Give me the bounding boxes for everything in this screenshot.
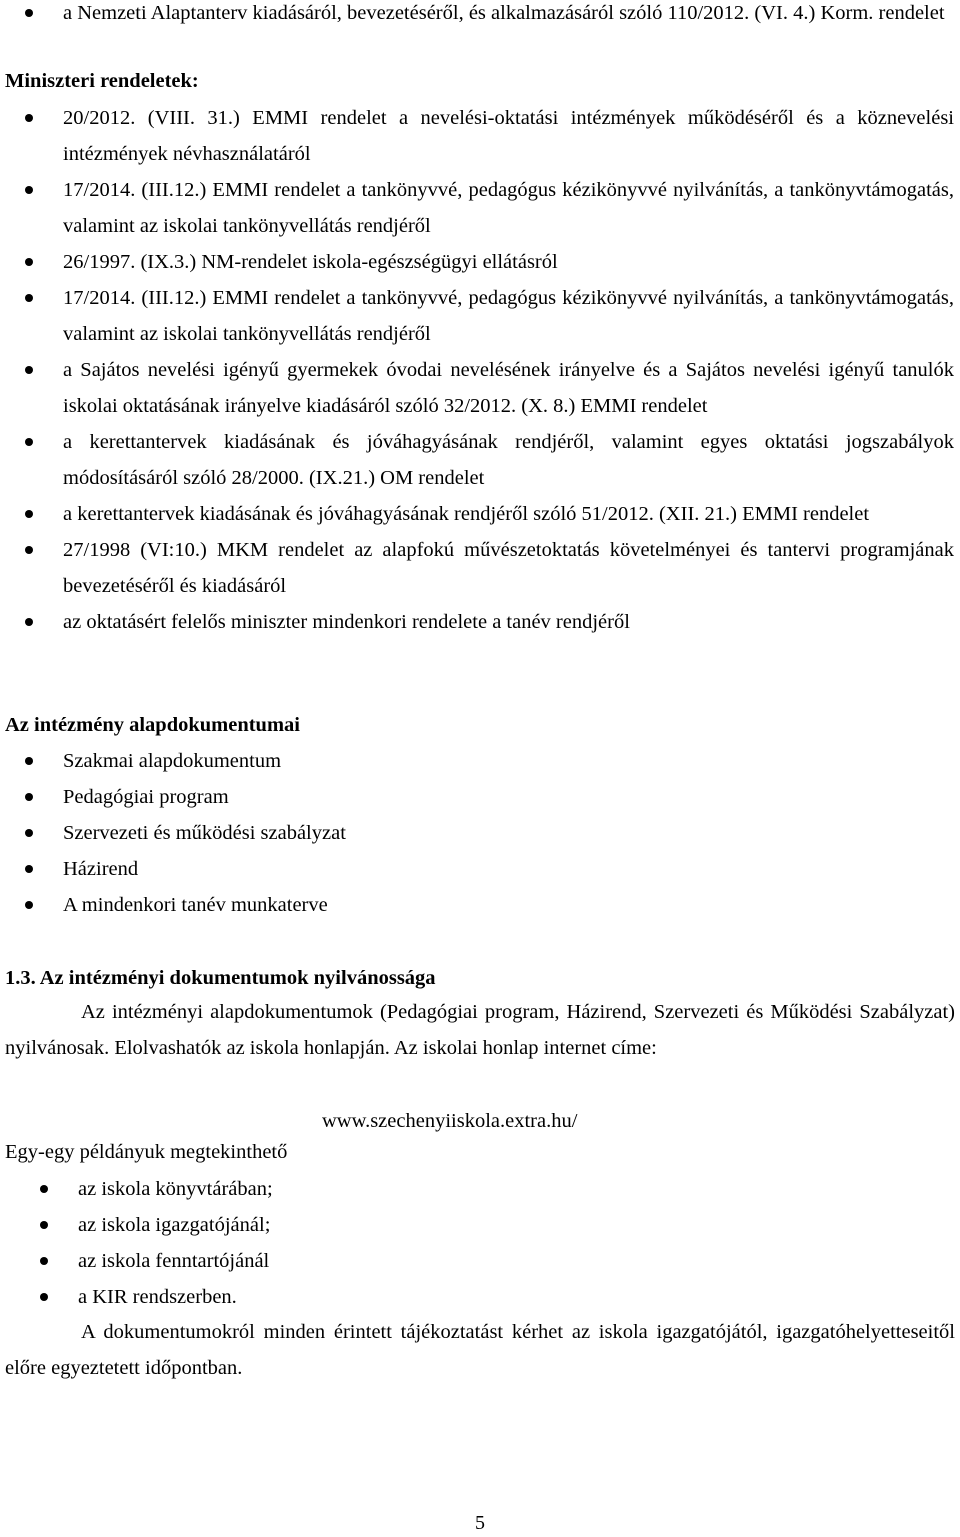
paragraph-information: A dokumentumokról minden érintett tájékoztatást kérhet az iskola igazgatójától, igazgatóhelyetteseitől előre egyeztetett időpontban. [5,1321,955,1379]
list-item: az oktatásért felelős miniszter mindenkori rendelete a tanév rendjéről [0,604,960,640]
paragraph-public-documents: Az intézményi alapdokumentumok (Pedagógiai program, Házirend, Szervezeti és Működési Szabályzat) nyilvánosak. Elolvashatók az iskola honlapján. Az iskolai honlap internet címe: [5,1001,955,1059]
list-item: az iskola könyvtárában; [0,1171,960,1207]
alapdokumentumok-heading: Az intézmény alapdokumentumai [5,714,300,736]
list-item: a Sajátos nevelési igényű gyermekek óvodai nevelésének irányelve és a Sajátos nevelési igényű tanulók iskolai oktatásának irányelve kiadásáról szóló 32/2012. (X. 8.) EMMI rendelet [0,352,960,424]
section-heading: 1.3. Az intézményi dokumentumok nyilvánossága [5,967,436,989]
website-address: www.szechenyiiskola.extra.hu/ [322,1110,578,1132]
list-item: 17/2014. (III.12.) EMMI rendelet a tankönyvvé, pedagógus kézikönyvvé nyilvánítás, a tankönyvtámogatás, valamint az iskolai tankönyvellátás rendjéről [0,280,960,352]
page-number: 5 [475,1512,485,1534]
list-item: Pedagógiai program [0,779,960,815]
miniszteri-list [0,100,960,640]
list-item: Szervezeti és működési szabályzat [0,815,960,851]
list-item: az iskola igazgatójánál; [0,1207,960,1243]
top-law-list [0,0,960,31]
list-item: 20/2012. (VIII. 31.) EMMI rendelet a nevelési-oktatási intézmények működéséről és a köznevelési intézmények névhasználatáról [0,100,960,172]
list-item: a KIR rendszerben. [0,1279,960,1315]
examples-intro: Egy-egy példányuk megtekinthető [5,1141,288,1163]
list-item: 17/2014. (III.12.) EMMI rendelet a tankönyvvé, pedagógus kézikönyvvé nyilvánítás, a tankönyvtámogatás, valamint az iskolai tankönyvellátás rendjéről [0,172,960,244]
list-item: a kerettantervek kiadásának és jóváhagyásának rendjéről, valamint egyes oktatási jogszabályok módosításáról szóló 28/2000. (IX.21.) OM rendelet [0,424,960,496]
list-item: A mindenkori tanév munkaterve [0,887,960,923]
examples-list [0,1171,960,1315]
list-item: az iskola fenntartójánál [0,1243,960,1279]
list-item: a kerettantervek kiadásának és jóváhagyásának rendjéről szóló 51/2012. (XII. 21.) EMMI rendelet [0,496,960,532]
list-item: Házirend [0,851,960,887]
list-item: a Nemzeti Alaptanterv kiadásáról, bevezetéséről, és alkalmazásáról szóló 110/2012. (VI. 4.) Korm. rendelet [0,0,960,31]
list-item: 26/1997. (IX.3.) NM-rendelet iskola-egészségügyi ellátásról [0,244,960,280]
miniszteri-heading: Miniszteri rendeletek: [5,70,199,92]
list-item: 27/1998 (VI:10.) MKM rendelet az alapfokú művészetoktatás követelményei és tantervi programjának bevezetéséről és kiadásáról [0,532,960,604]
alapdokumentumok-list [0,743,960,923]
list-item: Szakmai alapdokumentum [0,743,960,779]
